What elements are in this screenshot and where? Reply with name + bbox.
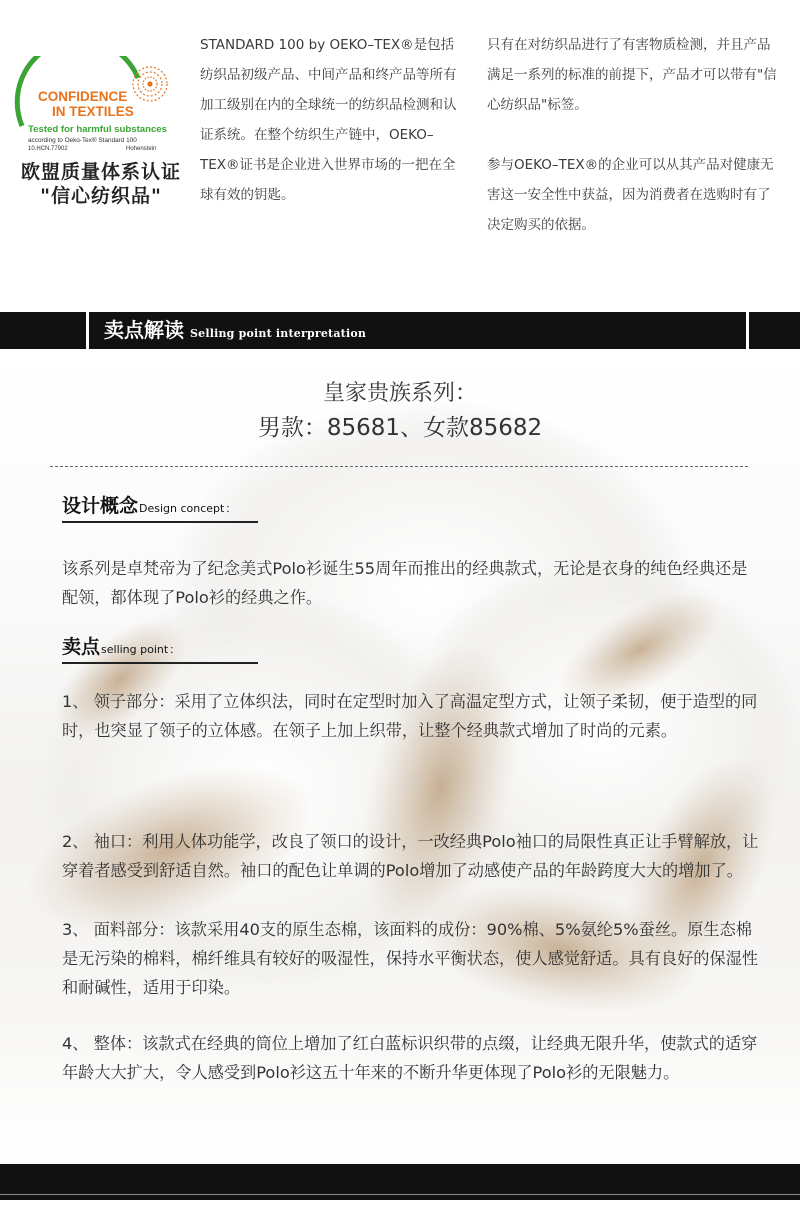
benefit-paragraph-1: 只有在对纺织品进行了有害物质检测，并且产品满足一系列的标准的前提下，产品才可以带有"信心纺织品"标签。 xyxy=(487,37,777,113)
design-concept-title-en: Design concept xyxy=(139,502,225,515)
selling-point-item-fabric: 3、 面料部分：该款采用40支的原生态棉，该面料的成份：90%棉、5%氨纶5%蚕丝。原生态棉是无污染的棉料，棉纤维具有较好的吸湿性，保持水平衡状态，使人感觉舒适。具有良好的保湿性和耐碱性，适用于印染。 xyxy=(62,920,759,997)
certificate-section xyxy=(0,0,800,300)
bar-divider-right xyxy=(746,312,749,349)
selling-point-heading xyxy=(62,632,258,664)
certificate-benefits xyxy=(487,30,783,240)
certificate-caption xyxy=(8,160,194,208)
caption-line-2: "信心纺织品" xyxy=(40,185,162,207)
design-concept-text: 该系列是卓梵帝为了纪念美式Polo衫诞生55周年而推出的经典款式，无论是衣身的纯色经典还是配领，都体现了Polo衫的经典之作。 xyxy=(62,559,748,607)
certificate-description: STANDARD 100 by OEKO–TEX®是包括纺织品初级产品、中间产品和终产品等所有加工级别在内的全球统一的纺织品检测和认证系统。在整个纺织生产链中，OEKO–TEX®证书是企业进入世界市场的一把在全球有效的钥匙。 xyxy=(200,37,457,203)
section-title-en: Selling point interpretation xyxy=(190,327,367,340)
benefit-paragraph-2: 参与OEKO–TEX®的企业可以从其产品对健康无害这一安全性中获益，因为消费者在选购时有了决定购买的依据。 xyxy=(487,157,774,233)
dashed-divider xyxy=(50,466,748,467)
logo-text-tested: Tested for harmful substances xyxy=(28,124,167,135)
selling-point-colon: ： xyxy=(169,643,181,656)
series-name: 皇家贵族系列： xyxy=(322,381,477,406)
design-concept-colon: ： xyxy=(225,502,237,515)
design-concept-heading xyxy=(62,491,258,523)
selling-point-title: 卖点 xyxy=(62,636,101,658)
selling-point-item-overall: 4、 整体：该款式在经典的筒位上增加了红白蓝标识织带的点缀，让经典无限升华，使款式的适穿年龄大大扩大，令人感受到Polo衫这五十年来的不断升华更体现了Polo衫的无限魅力。 xyxy=(62,1034,758,1082)
series-models: 男款：85681、女款85682 xyxy=(257,415,543,441)
bar-divider-left xyxy=(86,312,89,349)
footer-bar xyxy=(0,1164,800,1200)
selling-point-item-cuff: 2、 袖口：利用人体功能学，改良了领口的设计，一改经典Polo袖口的局限性真正让手臂解放，让穿着者感受到舒适自然。袖口的配色让单调的Polo增加了动感使产品的年龄跨度大大的增加了。 xyxy=(62,832,759,880)
footer-line xyxy=(0,1194,800,1195)
section-title-bar xyxy=(0,312,800,349)
logo-text-standard: according to Oeko-Tex® Standard 100 xyxy=(28,137,137,144)
footer-spacer xyxy=(0,1200,800,1213)
caption-line-1: 欧盟质量体系认证 xyxy=(20,161,181,183)
section-title-cn: 卖点解读 xyxy=(104,318,184,342)
flower-icon xyxy=(133,67,167,101)
selling-points-section xyxy=(0,349,800,1164)
section-title xyxy=(104,316,366,348)
logo-text-hohenstein: Hohenstein xyxy=(126,146,157,152)
logo-text-confidence: CONFIDENCE xyxy=(38,89,128,104)
series-title xyxy=(0,377,800,445)
logo-text-code: 10.HCN.77902 xyxy=(28,146,68,152)
oeko-tex-logo xyxy=(14,56,182,162)
design-concept-title: 设计概念 xyxy=(62,495,139,517)
logo-text-in-textiles: IN TEXTILES xyxy=(52,104,134,119)
selling-point-item-collar: 1、 领子部分：采用了立体织法，同时在定型时加入了高温定型方式，让领子柔韧，便于造型的同时，也突显了领子的立体感。在领子上加上织带，让整个经典款式增加了时尚的元素。 xyxy=(62,692,758,740)
selling-point-title-en: selling point xyxy=(101,643,169,656)
